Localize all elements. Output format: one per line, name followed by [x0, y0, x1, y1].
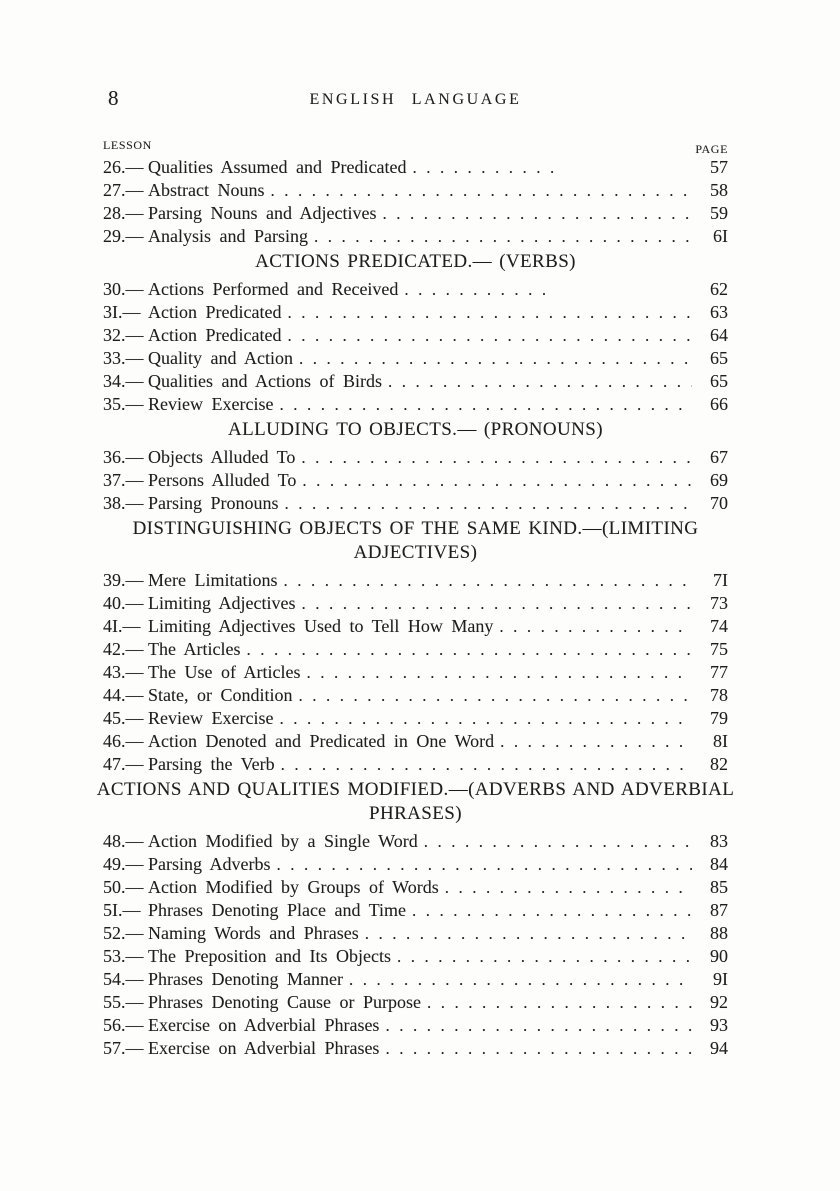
toc-entry — [103, 569, 728, 592]
entry-lesson-number: 35.— — [103, 394, 144, 414]
toc-entry — [103, 638, 728, 661]
folio-page-number: 8 — [108, 86, 119, 110]
entry-page-number: 64 — [710, 325, 728, 345]
toc-entry — [103, 202, 728, 225]
toc-entry — [103, 225, 728, 248]
entry-page-number: 65 — [710, 348, 728, 368]
lesson-column-label: LESSON — [103, 138, 152, 152]
entry-page-number: 63 — [710, 302, 728, 322]
entry-lesson-number: 28.— — [103, 203, 144, 223]
entry-title: Mere Limitations — [148, 570, 278, 590]
entry-lesson-number: 32.— — [103, 325, 144, 345]
toc-entry — [103, 179, 728, 202]
entry-lesson-number: 33.— — [103, 348, 144, 368]
dot-leader — [279, 707, 692, 730]
entry-lesson-number: 49.— — [103, 854, 144, 874]
entry-lesson-number: 29.— — [103, 226, 144, 246]
entry-page-number: 9I — [713, 969, 728, 989]
toc-entry — [103, 469, 728, 492]
entry-page-number: 78 — [710, 685, 728, 705]
entry-title: Phrases Denoting Cause or Purpose — [148, 992, 421, 1012]
entry-lesson-number: 26.— — [103, 157, 144, 177]
entry-page-number: 8I — [713, 731, 728, 751]
entry-lesson-number: 45.— — [103, 708, 144, 728]
entry-lesson-number: 54.— — [103, 969, 144, 989]
dot-leader — [281, 753, 692, 776]
entry-title: Objects Alluded To — [148, 447, 296, 467]
entry-title: Actions Performed and Received — [148, 279, 399, 299]
dot-leader — [412, 899, 692, 922]
entry-title: Review Exercise — [148, 394, 274, 414]
entry-title: Naming Words and Phrases — [148, 923, 359, 943]
entry-page-number: 77 — [710, 662, 728, 682]
toc-entry — [103, 684, 728, 707]
entry-title: Action Modified by Groups of Words — [148, 877, 439, 897]
toc-entry — [103, 446, 728, 469]
dot-leader — [397, 945, 692, 968]
section-heading: ALLUDING TO OBJECTS.— (PRONOUNS) — [228, 419, 603, 440]
entry-lesson-number: 30.— — [103, 279, 144, 299]
entry-lesson-number: 36.— — [103, 447, 144, 467]
entry-page-number: 59 — [710, 203, 728, 223]
toc-entry — [103, 876, 728, 899]
dot-leader — [302, 469, 692, 492]
entry-page-number: 58 — [710, 180, 728, 200]
entry-title: Action Predicated — [148, 302, 282, 322]
toc-entry — [103, 991, 728, 1014]
entry-lesson-number: 57.— — [103, 1038, 144, 1058]
entry-page-number: 87 — [710, 900, 728, 920]
entry-title: Persons Alluded To — [148, 470, 297, 490]
dot-leader — [500, 730, 692, 753]
entry-title: Parsing the Verb — [148, 754, 275, 774]
entry-title: Parsing Pronouns — [148, 493, 279, 513]
entry-lesson-number: 50.— — [103, 877, 144, 897]
dot-leader — [246, 638, 692, 661]
toc-entry — [103, 922, 728, 945]
entry-lesson-number: 4I.— — [103, 616, 141, 636]
dot-leader — [388, 370, 692, 393]
toc-entry — [103, 278, 728, 301]
toc-entry — [103, 370, 728, 393]
column-labels — [103, 139, 728, 154]
dot-leader — [365, 922, 692, 945]
entry-lesson-number: 38.— — [103, 493, 144, 513]
toc-entry — [103, 853, 728, 876]
entry-lesson-number: 55.— — [103, 992, 144, 1012]
dot-leader — [301, 446, 692, 469]
dot-leader — [306, 661, 692, 684]
entry-title: Exercise on Adverbial Phrases — [148, 1038, 380, 1058]
dot-leader — [424, 830, 692, 853]
entry-lesson-number: 47.— — [103, 754, 144, 774]
dot-leader — [277, 853, 693, 876]
entry-lesson-number: 3I.— — [103, 302, 141, 322]
toc-entry — [103, 730, 728, 753]
entry-page-number: 83 — [710, 831, 728, 851]
dot-leader — [349, 968, 692, 991]
dot-leader — [299, 347, 692, 370]
running-head-title: ENGLISH LANGUAGE — [309, 91, 522, 108]
entry-title: The Use of Articles — [148, 662, 301, 682]
page-column-label: PAGE — [695, 142, 728, 156]
entry-page-number: 6I — [713, 226, 728, 246]
entry-page-number: 66 — [710, 394, 728, 414]
entry-page-number: 65 — [710, 371, 728, 391]
entry-page-number: 88 — [710, 923, 728, 943]
toc-entry — [103, 301, 728, 324]
toc-entry — [103, 753, 728, 776]
dot-leader — [314, 225, 692, 248]
dot-leader — [279, 393, 692, 416]
entry-lesson-number: 48.— — [103, 831, 144, 851]
entry-title: Parsing Adverbs — [148, 854, 271, 874]
dot-leader — [404, 278, 554, 301]
toc-entry — [103, 661, 728, 684]
entry-page-number: 90 — [710, 946, 728, 966]
entry-title: Action Denoted and Predicated in One Word — [148, 731, 495, 751]
entry-title: State, or Condition — [148, 685, 293, 705]
dot-leader — [287, 301, 692, 324]
toc-entry — [103, 393, 728, 416]
section-heading: DISTINGUISHING OBJECTS OF THE SAME KIND.—(LIMITING ADJECTIVES) — [132, 518, 699, 563]
entry-page-number: 73 — [710, 593, 728, 613]
entry-title: Exercise on Adverbial Phrases — [148, 1015, 380, 1035]
toc-entry — [103, 492, 728, 515]
entry-page-number: 74 — [710, 616, 728, 636]
entry-page-number: 92 — [710, 992, 728, 1012]
entry-lesson-number: 37.— — [103, 470, 144, 490]
dot-leader — [299, 684, 693, 707]
entry-page-number: 69 — [710, 470, 728, 490]
dot-leader — [270, 179, 692, 202]
entry-title: Quality and Action — [148, 348, 293, 368]
dot-leader — [412, 156, 554, 179]
entry-lesson-number: 5I.— — [103, 900, 141, 920]
entry-page-number: 7I — [713, 570, 728, 590]
entry-title: Abstract Nouns — [148, 180, 265, 200]
section-heading: ACTIONS PREDICATED.— (VERBS) — [255, 251, 576, 272]
entry-title: Phrases Denoting Manner — [148, 969, 343, 989]
entry-lesson-number: 56.— — [103, 1015, 144, 1035]
toc-entry — [103, 592, 728, 615]
toc-entry — [103, 899, 728, 922]
entry-page-number: 85 — [710, 877, 728, 897]
entry-lesson-number: 53.— — [103, 946, 144, 966]
toc-entry — [103, 1014, 728, 1037]
page-content — [96, 86, 735, 1060]
entry-title: Limiting Adjectives Used to Tell How Many — [148, 616, 494, 636]
entry-lesson-number: 42.— — [103, 639, 144, 659]
dot-leader — [382, 202, 692, 225]
entry-title: The Articles — [148, 639, 241, 659]
entry-lesson-number: 43.— — [103, 662, 144, 682]
section-heading: ACTIONS AND QUALITIES MODIFIED.—(ADVERBS AND ADVERBIAL PHRASES) — [96, 779, 735, 824]
entry-lesson-number: 46.— — [103, 731, 144, 751]
entry-page-number: 57 — [710, 157, 728, 177]
dot-leader — [385, 1014, 692, 1037]
toc-entry — [103, 707, 728, 730]
entry-page-number: 94 — [710, 1038, 728, 1058]
entry-lesson-number: 39.— — [103, 570, 144, 590]
entry-page-number: 84 — [710, 854, 728, 874]
entry-page-number: 79 — [710, 708, 728, 728]
entry-title: Action Predicated — [148, 325, 282, 345]
entry-title: Review Exercise — [148, 708, 274, 728]
entry-lesson-number: 52.— — [103, 923, 144, 943]
table-of-contents — [96, 156, 735, 1060]
entry-page-number: 93 — [710, 1015, 728, 1035]
entry-page-number: 70 — [710, 493, 728, 513]
entry-page-number: 62 — [710, 279, 728, 299]
entry-title: Analysis and Parsing — [148, 226, 308, 246]
toc-entry — [103, 830, 728, 853]
entry-lesson-number: 34.— — [103, 371, 144, 391]
entry-title: Qualities and Actions of Birds — [148, 371, 382, 391]
toc-entry — [103, 347, 728, 370]
entry-page-number: 75 — [710, 639, 728, 659]
toc-entry — [103, 615, 728, 638]
dot-leader — [427, 991, 692, 1014]
entry-title: Parsing Nouns and Adjectives — [148, 203, 377, 223]
toc-entry — [103, 1037, 728, 1060]
dot-leader — [385, 1037, 692, 1060]
dot-leader — [283, 569, 692, 592]
dot-leader — [287, 324, 692, 347]
entry-title: Qualities Assumed and Predicated — [148, 157, 407, 177]
dot-leader — [301, 592, 692, 615]
entry-title: Action Modified by a Single Word — [148, 831, 418, 851]
entry-title: Limiting Adjectives — [148, 593, 296, 613]
page-header — [103, 86, 728, 110]
entry-lesson-number: 27.— — [103, 180, 144, 200]
entry-page-number: 82 — [710, 754, 728, 774]
toc-entry — [103, 324, 728, 347]
toc-entry — [103, 968, 728, 991]
dot-leader — [445, 876, 692, 899]
entry-page-number: 67 — [710, 447, 728, 467]
entry-title: The Preposition and Its Objects — [148, 946, 391, 966]
dot-leader — [499, 615, 692, 638]
entry-lesson-number: 40.— — [103, 593, 144, 613]
dot-leader — [285, 492, 692, 515]
toc-entry — [103, 945, 728, 968]
entry-lesson-number: 44.— — [103, 685, 144, 705]
toc-entry — [103, 156, 728, 179]
entry-title: Phrases Denoting Place and Time — [148, 900, 406, 920]
